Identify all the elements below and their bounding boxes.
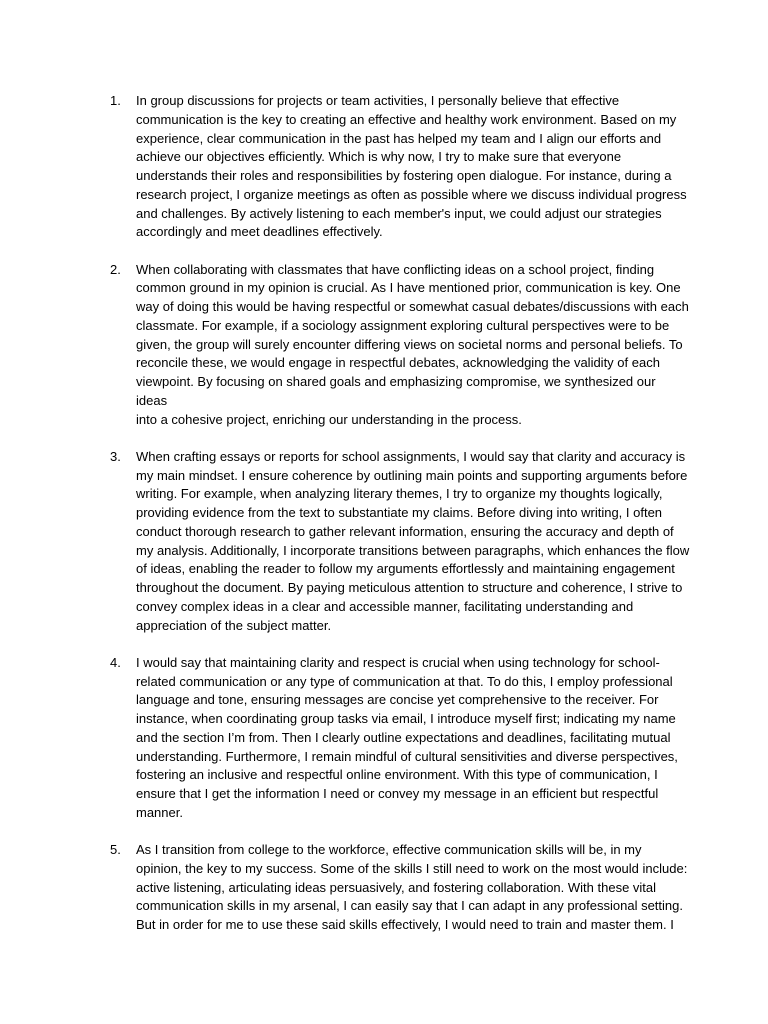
list-item-3 <box>110 448 690 636</box>
list-number: 4. <box>110 654 121 670</box>
list-number: 5. <box>110 842 121 857</box>
numbered-list <box>110 92 690 953</box>
list-item-4 <box>110 654 690 823</box>
list-item-2 <box>110 261 690 430</box>
paragraph-text: As I transition from college to the workforce, effective communication skills will be, in my opinion, the key to my success. Some of the skills I still need to work on the most would include: active listening, articulating ideas persuasively, and fostering collaboration. With these vital communication skills in my arsenal, I can easily say that I can adapt in any professional setting. But in order for me to use these said skills effectively, I would need to train and master them. I <box>136 842 688 932</box>
paragraph-text: In group discussions for projects or team activities, I personally believe that effective communication is the key to creating an effective and healthy work environment. Based on my experience, clear communication in the past has helped my team and I align our efforts and achieve our objectives efficiently. Which is why now, I try to make sure that everyone understands their roles and responsibilities by fostering open dialogue. For instance, during a research project, I organize meetings as often as possible where we discuss individual progress and challenges. By actively listening to each member's input, we could adjust our strategies accordingly and meet deadlines effectively. <box>136 93 687 240</box>
list-number: 3. <box>110 448 121 464</box>
list-item-1 <box>110 92 690 242</box>
paragraph-text: I would say that maintaining clarity and respect is crucial when using technology for school- related communication or any type of communication at that. To do this, I employ professional language and tone, ensuring messages are concise yet comprehensive to the receiver. For instance, when coordinating group tasks via email, I introduce myself first; indicating my name and the section I’m from. Then I clearly outline expectations and deadlines, facilitating mutual understanding. Furthermore, I remain mindful of cultural sensitivities and diverse perspectives, fostering an inclusive and respectful online environment. With this type of communication, I ensure that I get the information I need or convey my message in an efficient but respectful manner. <box>136 654 678 820</box>
list-item-5 <box>110 841 690 935</box>
paragraph-text: When crafting essays or reports for school assignments, I would say that clarity and accuracy is my main mindset. I ensure coherence by outlining main points and supporting arguments before writing. For example, when analyzing literary themes, I try to organize my thoughts logically, providing evidence from the text to substantiate my claims. Before diving into writing, I often conduct thorough research to gather relevant information, ensuring the accuracy and depth of my analysis. Additionally, I incorporate transitions between paragraphs, which enhances the flow of ideas, enabling the reader to follow my arguments effortlessly and maintaining engagement throughout the document. By paying meticulous attention to structure and coherence, I strive to convey complex ideas in a clear and accessible manner, facilitating understanding and appreciation of the subject matter. <box>136 448 690 633</box>
list-number: 2. <box>110 261 121 277</box>
list-number: 1. <box>110 93 121 108</box>
paragraph-text: When collaborating with classmates that have conflicting ideas on a school project, finding common ground in my opinion is crucial. As I have mentioned prior, communication is key. One way of doing this would be having respectful or somewhat casual debates/discussions with each classmate. For example, if a sociology assignment exploring cultural perspectives were to be given, the group will surely encounter differing views on societal norms and personal beliefs. To reconcile these, we would engage in respectful debates, acknowledging the validity of each viewpoint. By focusing on shared goals and emphasizing compromise, we synthesized our ideas into a cohesive project, enriching our understanding in the process. <box>136 261 689 427</box>
